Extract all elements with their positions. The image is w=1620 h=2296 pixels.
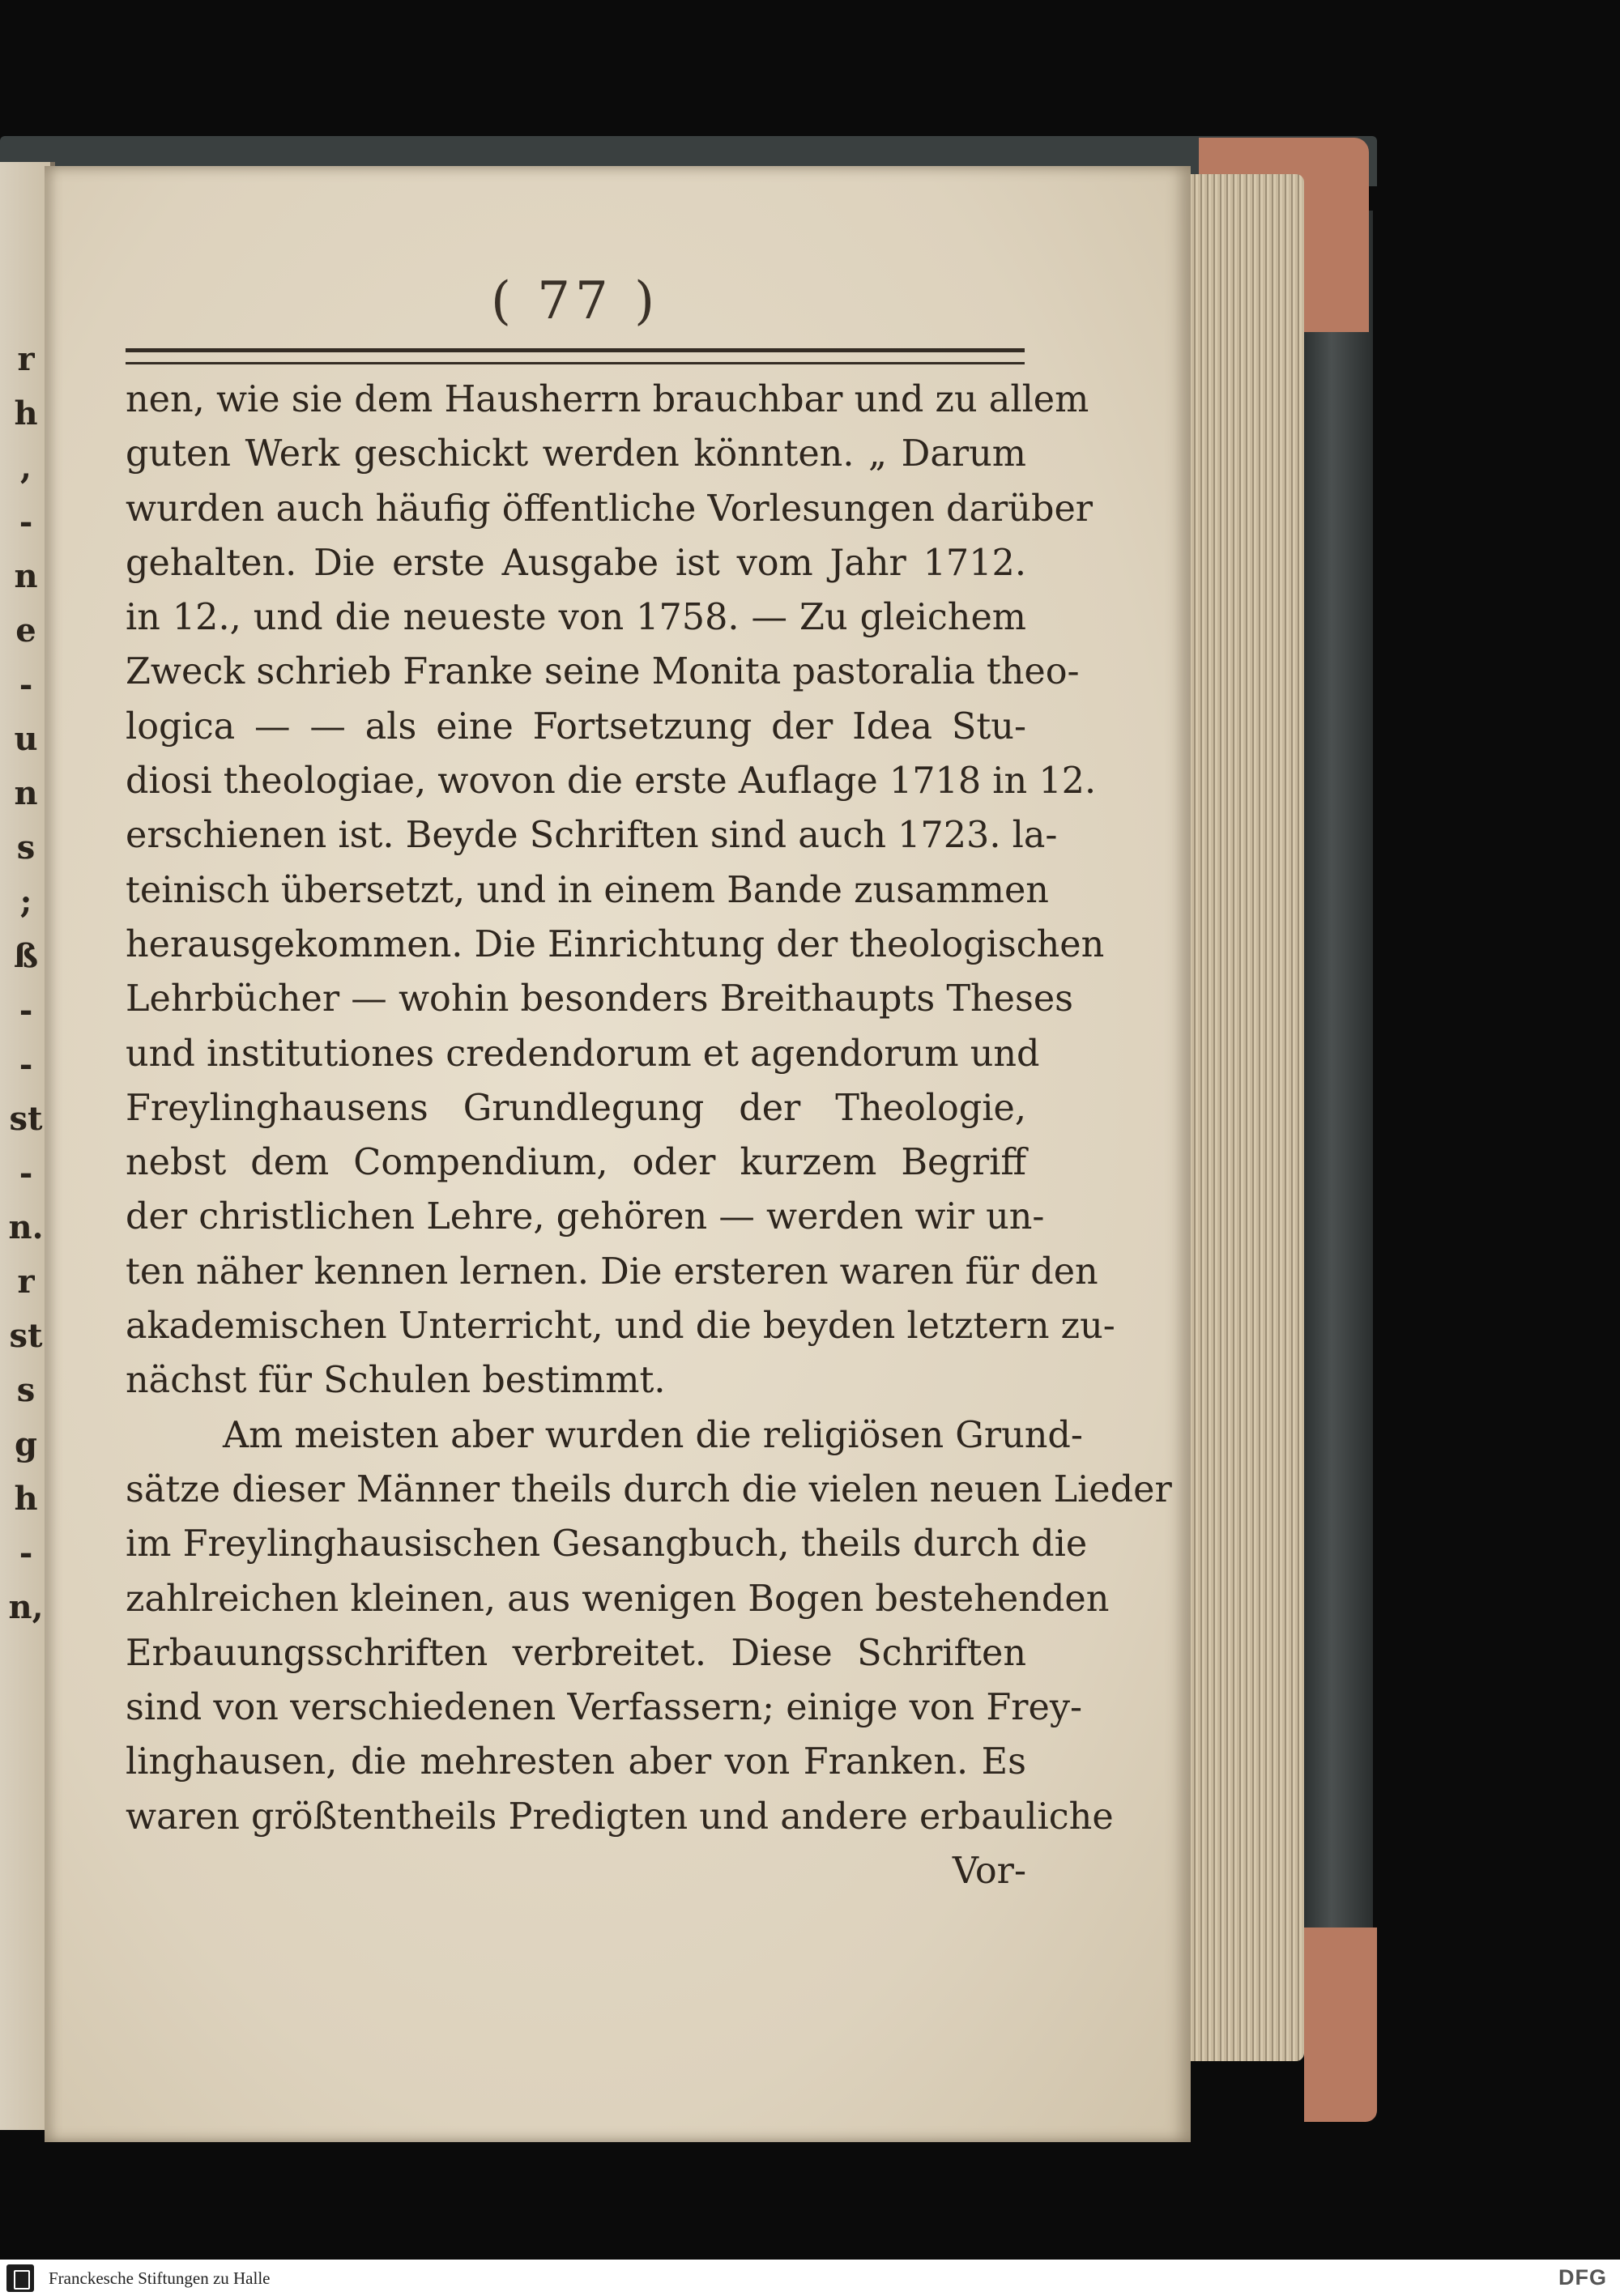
- text-line: nebst dem Compendium, oder kurzem Begriff: [126, 1142, 1026, 1184]
- text-line: Lehrbücher — wohin besonders Breithaupts Theses: [126, 978, 1074, 1020]
- text-line: und institutiones credendorum et agendorum und: [126, 1033, 1040, 1075]
- page-number: ( 77 ): [490, 271, 660, 331]
- text-line: akademischen Unterricht, und die beyden letztern zu-: [126, 1306, 1115, 1348]
- text-line: in 12., und die neueste von 1758. — Zu gleichem: [126, 597, 1026, 639]
- left-page-fragment: -: [19, 1534, 33, 1572]
- text-line: sind von verschiedenen Verfassern; einige von Frey-: [126, 1687, 1083, 1729]
- text-line: im Freylinghausischen Gesangbuch, theils durch die: [126, 1523, 1088, 1565]
- paragraph-start-line: Am meisten aber wurden die religiösen Grund-: [223, 1414, 1083, 1456]
- left-page-fragment: r: [17, 1263, 35, 1301]
- left-page-fragment: s: [16, 1371, 36, 1409]
- left-page-fragment: h: [14, 394, 38, 432]
- text-line: logica — — als eine Fortsetzung der Idea Stu-: [126, 705, 1026, 748]
- left-page-fragment: n,: [8, 1588, 44, 1626]
- dfg-badge: DFG: [1558, 2265, 1607, 2290]
- text-line: gehalten. Die erste Ausgabe ist vom Jahr 1712.: [126, 542, 1026, 584]
- text-line: der christlichen Lehre, gehören — werden wir un-: [126, 1196, 1045, 1238]
- text-line: erschienen ist. Beyde Schriften sind auch 1723. la-: [126, 815, 1058, 857]
- text-line: linghausen, die mehresten aber von Franken. Es: [126, 1741, 1026, 1783]
- header-rule: [126, 348, 1025, 364]
- left-page-fragment: ß: [13, 937, 39, 975]
- text-line: ten näher kennen lernen. Die ersteren waren für den: [126, 1250, 1098, 1293]
- left-page-fragment: h: [14, 1480, 38, 1518]
- text-line: Erbauungsschriften verbreitet. Diese Schriften: [126, 1632, 1026, 1674]
- text-line: guten Werk geschickt werden könnten. „ Darum: [126, 433, 1026, 475]
- left-page-fragment: g: [15, 1425, 37, 1463]
- leather-corner-bottom: [1304, 1928, 1377, 2122]
- text-line: diosi theologiae, wovon die erste Auflage 1718 in 12.: [126, 760, 1097, 803]
- institution-logo-icon: [6, 2264, 34, 2292]
- left-page-fragment: n: [14, 774, 38, 812]
- text-line: wurden auch häufig öffentliche Vorlesungen darüber: [126, 488, 1094, 530]
- left-page-fragment: -: [19, 1154, 33, 1192]
- left-page-fragment: -: [19, 666, 33, 704]
- left-page-fragment: r: [17, 340, 35, 378]
- left-page-fragment: u: [14, 720, 38, 758]
- left-page-fragment: -: [19, 1046, 33, 1084]
- institution-name: Franckesche Stiftungen zu Halle: [49, 2268, 271, 2288]
- text-line: zahlreichen kleinen, aus wenigen Bogen bestehenden: [126, 1578, 1110, 1620]
- left-page-fragment: -: [19, 503, 33, 541]
- left-page-fragment: n: [14, 557, 38, 595]
- book-cover-side: [1304, 211, 1373, 2073]
- left-page-fragment: -: [19, 991, 33, 1029]
- text-line: teinisch übersetzt, und in einem Bande zusammen: [126, 869, 1049, 911]
- left-page-fragment: n.: [8, 1208, 44, 1246]
- left-page-fragment: e: [15, 611, 36, 650]
- text-line: Freylinghausens Grundlegung der Theologie,: [126, 1087, 1026, 1129]
- viewer-footer: [0, 2260, 1620, 2296]
- paragraph-end-line: nächst für Schulen bestimmt.: [126, 1360, 666, 1402]
- text-line: Zweck schrieb Franke seine Monita pastoralia theo-: [126, 651, 1080, 693]
- right-page: [45, 166, 1191, 2142]
- page-text: [126, 373, 1172, 1898]
- text-line: nen, wie sie dem Hausherrn brauchbar und zu allem: [126, 379, 1089, 420]
- left-page-fragment: st: [9, 1317, 43, 1355]
- text-line: waren größtentheils Predigten und andere erbauliche: [126, 1795, 1114, 1838]
- left-page-fragment: s: [16, 829, 36, 867]
- text-line: herausgekommen. Die Einrichtung der theologischen: [126, 923, 1105, 965]
- catchword: Vor-: [952, 1851, 1026, 1893]
- text-line: sätze dieser Männer theils durch die vielen neuen Lieder: [126, 1468, 1172, 1510]
- left-page-fragment: st: [9, 1100, 43, 1138]
- page-block-edge: [1179, 174, 1304, 2061]
- left-page-fragment: ,: [20, 449, 32, 487]
- left-page-fragment: ;: [19, 883, 32, 921]
- left-page-fragments: [6, 162, 45, 2130]
